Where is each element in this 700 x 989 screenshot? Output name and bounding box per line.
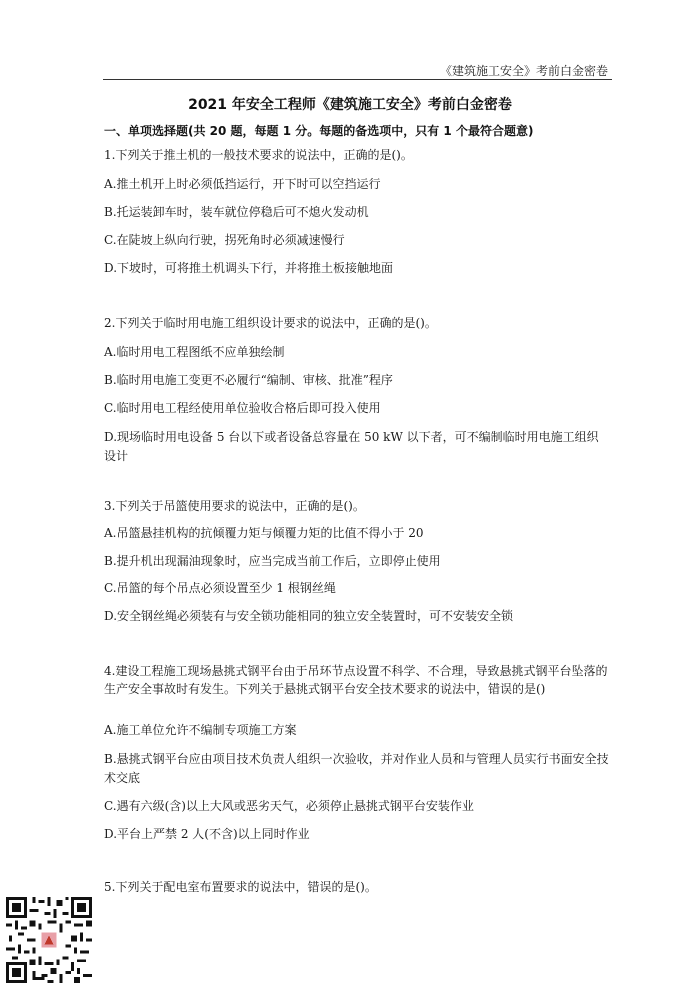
question-option: D.平台上严禁 2 人(不含)以上同时作业 [104, 827, 310, 841]
question-option: B.托运装卸车时，装车就位停稳后可不熄火发动机 [104, 205, 369, 219]
question-2 [104, 315, 609, 463]
question-option: D.下坡时，可将推土机调头下行，并将推土板接触地面 [104, 261, 394, 275]
question-option: B.临时用电施工变更不必履行“编制、审核、批准”程序 [104, 373, 393, 387]
question-option: C.吊篮的每个吊点必须设置至少 1 根钢丝绳 [104, 581, 336, 595]
question-option: C.在陡坡上纵向行驶，拐死角时必须减速慢行 [104, 233, 345, 247]
question-stem: 4.建设工程施工现场悬挑式钢平台由于吊环节点设置不科学、不合理，导致悬挑式钢平台坠落的生产安全事故时有发生。下列关于悬挑式钢平台安全技术要求的说法中，错误的是() [104, 664, 608, 696]
question-stem: 5.下列关于配电室布置要求的说法中，错误的是()。 [104, 880, 377, 894]
question-option: B.提升机出现漏油现象时，应当完成当前工作后，立即停止使用 [104, 554, 441, 568]
question-option: C.临时用电工程经使用单位验收合格后即可投入使用 [104, 401, 381, 415]
question-3 [104, 498, 609, 623]
page-header-title: 《建筑施工安全》考前白金密卷 [439, 64, 608, 78]
question-stem: 3.下列关于吊篮使用要求的说法中，正确的是()。 [104, 499, 365, 513]
question-option: A.推土机开上时必须低挡运行，开下时可以空挡运行 [104, 177, 381, 191]
question-4 [104, 662, 609, 841]
section-heading: 一、单项选择题(共 20 题，每题 1 分。每题的备选项中，只有 1 个最符合题意) [104, 124, 534, 138]
question-stem: 1.下列关于推土机的一般技术要求的说法中，正确的是()。 [104, 148, 413, 162]
question-option: C.遇有六级(含)以上大风或恶劣天气，必须停止悬挑式钢平台安装作业 [104, 799, 474, 813]
question-option: B.悬挑式钢平台应由项目技术负责人组织一次验收，并对作业人员和与管理人员实行书面安全技术交底 [104, 752, 609, 785]
header-rule [103, 79, 612, 80]
question-option: A.吊篮悬挂机构的抗倾覆力矩与倾覆力矩的比值不得小于 20 [104, 526, 424, 540]
document-title: 2021 年安全工程师《建筑施工安全》考前白金密卷 [188, 97, 512, 113]
question-option: A.临时用电工程图纸不应单独绘制 [104, 345, 285, 359]
question-stem: 2.下列关于临时用电施工组织设计要求的说法中，正确的是()。 [104, 316, 437, 330]
question-5 [104, 879, 609, 895]
qr-code [6, 897, 92, 983]
question-option: D.现场临时用电设备 5 台以下或者设备总容量在 50 kW 以下者，可不编制临时用电施工组织设计 [104, 430, 599, 463]
question-1 [104, 147, 609, 275]
question-option: A.施工单位允许不编制专项施工方案 [104, 723, 297, 737]
question-option: D.安全钢丝绳必须装有与安全锁功能相同的独立安全装置时，可不安装安全锁 [104, 609, 514, 623]
